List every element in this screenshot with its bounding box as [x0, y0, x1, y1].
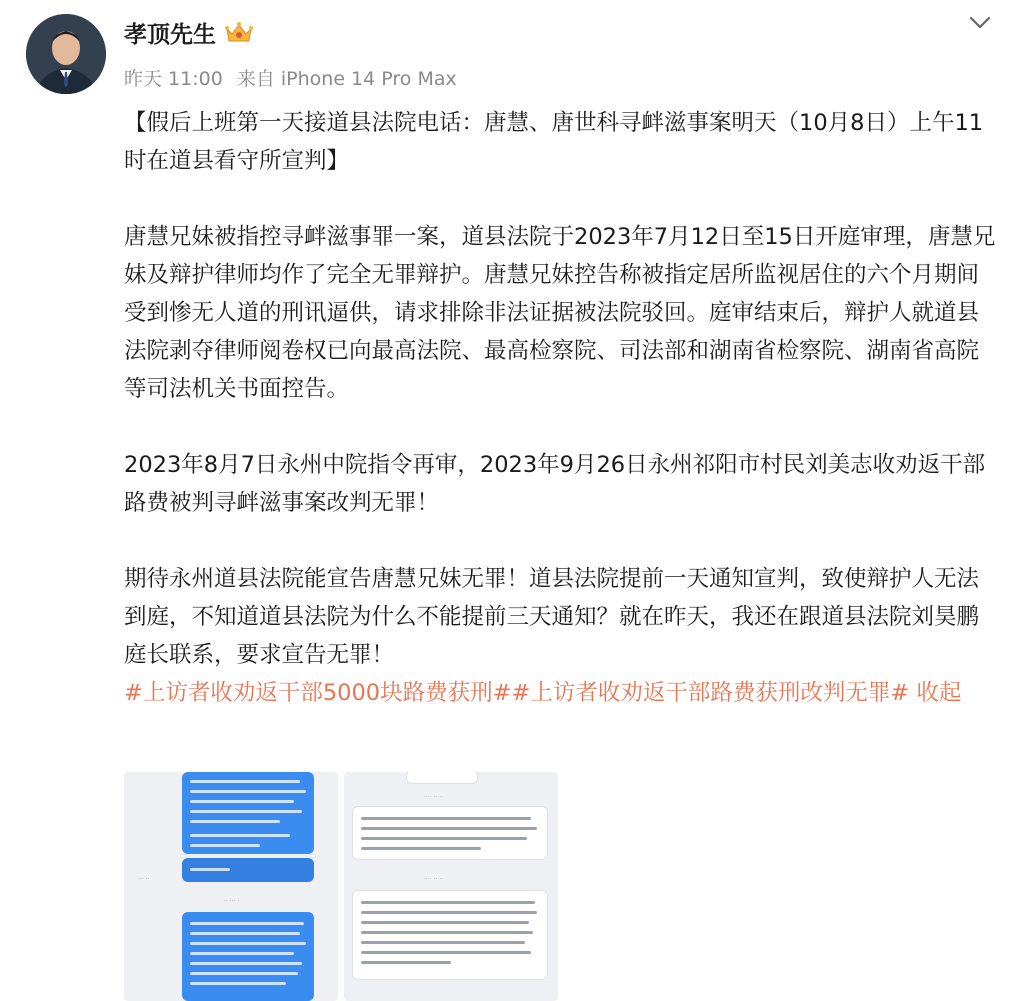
- collapse-link[interactable]: 收起: [916, 680, 962, 706]
- avatar[interactable]: [26, 14, 106, 94]
- post-paragraph-1: 唐慧兄妹被指控寻衅滋事罪一案，道县法院于2023年7月12日至15日开庭审理，唐慧兄妹及辩护律师均作了完全无罪辩护。唐慧兄妹控告称被指定居所监视居住的六个月期间受到惨无人道的刑讯逼供，请求排除非法证据被法院驳回。庭审结束后，辩护人就道县法院剥夺律师阅卷权已向最高法院、最高检察院、司法部和湖南省检察院、湖南省高院等司法机关书面控告。: [124, 224, 996, 402]
- post-tags: [124, 674, 996, 712]
- post-paragraph-2: 2023年8月7日永州中院指令再审，2023年9月26日永州祁阳市村民刘美志收劝返干部路费被判寻衅滋事案改判无罪！: [124, 452, 986, 516]
- post-meta: [124, 64, 465, 91]
- avatar-portrait-icon: [26, 14, 106, 94]
- post-content: [124, 104, 996, 712]
- post-images: [124, 772, 558, 1001]
- vip-crown-icon[interactable]: [224, 21, 254, 45]
- chevron-down-icon[interactable]: [966, 8, 994, 36]
- hashtag-link[interactable]: #上访者收劝返干部5000块路费获刑#: [124, 680, 512, 706]
- post-image[interactable]: ··· ·· ·· ··· ·: [124, 772, 338, 1001]
- post-headline: 【假后上班第一天接道县法院电话：唐慧、唐世科寻衅滋事案明天（10月8日）上午11时在道县看守所宣判】: [124, 110, 984, 174]
- author-name-row: [124, 16, 254, 49]
- post-source: 来自 iPhone 14 Pro Max: [236, 68, 457, 90]
- post-paragraph-3: 期待永州道县法院能宣告唐慧兄妹无罪！道县法院提前一天通知宣判，致使辩护人无法到庭，不知道道县法院为什么不能提前三天通知？就在昨天，我还在跟道县法院刘昊鹏庭长联系，要求宣告无罪！: [124, 566, 980, 668]
- post-image[interactable]: ···· ·· ·· ···· ·· ··: [344, 772, 558, 1001]
- author-name[interactable]: 孝顶先生: [124, 22, 216, 48]
- post-time: 昨天 11:00: [124, 68, 223, 90]
- hashtag-link[interactable]: #上访者收劝返干部路费获刑改判无罪#: [511, 680, 910, 706]
